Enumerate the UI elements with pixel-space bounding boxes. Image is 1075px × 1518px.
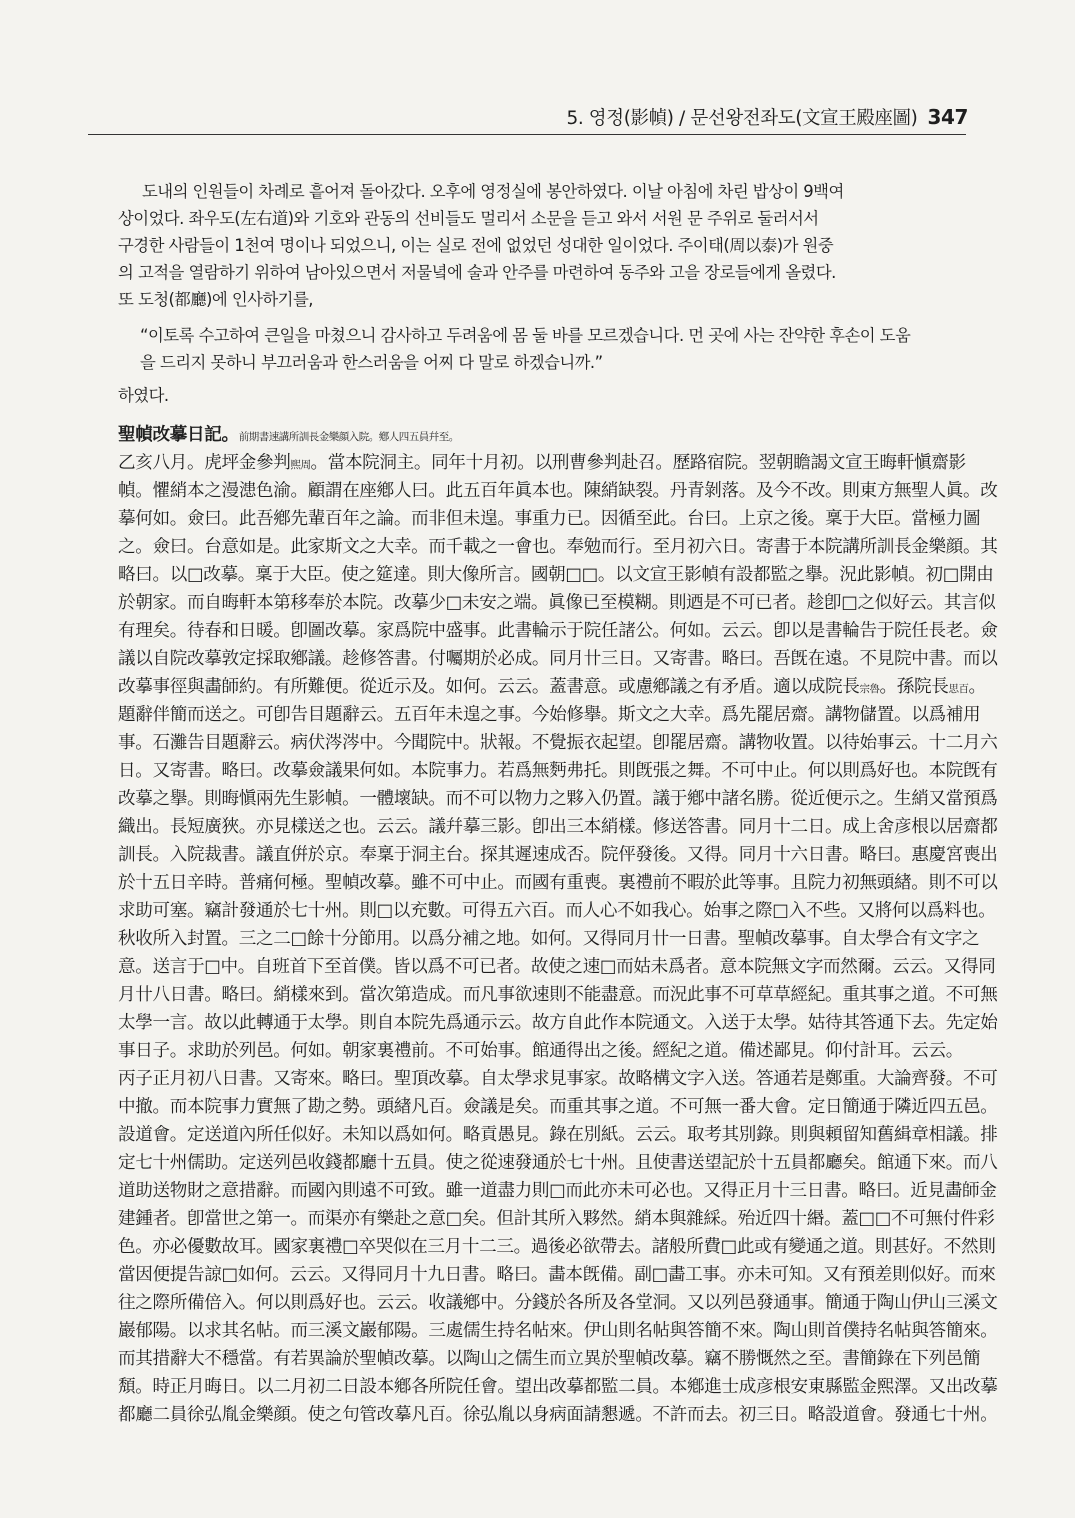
classical-line: 都廳二員徐弘胤金樂顔。使之句管改摹凡百。徐弘胤以身病面請懇遞。不許而去。初三日。略設道會。發通七十州。 <box>118 1405 998 1425</box>
inline-note: 熙周 <box>290 459 311 471</box>
classical-line: 巖郁陽。以求其名帖。而三溪文巖郁陽。三處儒生持名帖來。伊山則名帖與答簡不來。陶山則首僕持名帖與答簡來。 <box>118 1321 998 1341</box>
korean-text-line: 구경한 사람들이 1천여 명이나 되었으니, 이는 실로 전에 없었던 성대한 일이었다. 주이태(周以泰)가 원중 <box>118 236 834 255</box>
classical-line: 色。亦必優數故耳。國家裏禮□卒哭似在三月十二三。過後必欲帶去。諸般所費□此或有變通之道。則甚好。不然則 <box>118 1237 996 1257</box>
classical-line: 有理矣。待春和日暖。卽圖改摹。家爲院中盛事。此書輪示于院任諸公。何如。云云。卽以是書輪告于院任長老。僉 <box>118 621 998 641</box>
classical-line: 意。送言于□中。自班首下至首僕。皆以爲不可已者。故使之速□而姑未爲者。意本院無文字而然爾。云云。又得同 <box>118 957 996 977</box>
korean-text-line: 상이었다. 좌우도(左右道)와 기호와 관동의 선비들도 멀리서 소문을 듣고 와서 서원 문 주위로 둘러서서 <box>118 209 819 228</box>
classical-line <box>118 449 970 474</box>
classical-line <box>118 673 986 698</box>
closing-text: 하였다. <box>118 386 169 405</box>
classical-line: 建鍾者。卽當世之第一。而渠亦有樂赴之意□矣。但計其所入夥然。綃本與雜綵。殆近四十緡。蓋□□不可無付件彩 <box>118 1209 995 1229</box>
classical-line: 改摹之擧。則晦愼兩先生影幀。一體壞缺。而不可以物力之夥入仍置。議于鄕中諸名勝。從近便示之。生綃又當預爲 <box>118 789 998 809</box>
line-text: 乙亥八月。虎坪金參判 <box>118 453 291 473</box>
classical-line: 訓長。入院裁書。議直倂於京。奉稟于洞主台。探其遲速成否。院伻發後。又得。同月十六日書。略曰。惠慶宮喪出 <box>118 845 998 865</box>
classical-line: 頽。時正月晦日。以二月初二日設本鄕各所院任會。望出改摹都監二員。本鄕進士成彦根安東縣監金熙澤。又出改摹 <box>118 1377 998 1397</box>
classical-line: 摹何如。僉曰。此吾鄕先輩百年之論。而非但未遑。事重力已。因循至此。台曰。上京之後。稟于大臣。當極力圖 <box>118 509 981 529</box>
classical-line: 之。僉曰。台意如是。此家斯文之大幸。而千載之一會也。奉勉而行。至月初六日。寄書于本院講所訓長金樂顔。其 <box>118 537 998 557</box>
quote-line: “이토록 수고하여 큰일을 마쳤으니 감사하고 두려움에 몸 둘 바를 모르겠습니다. 먼 곳에 사는 잔약한 후손이 도움 <box>140 326 911 345</box>
heading-note: 前期書速講所訓長金樂顔入院。鄕人四五員幷至。 <box>238 431 459 443</box>
header-rule <box>88 134 966 135</box>
page-number: 347 <box>927 105 968 129</box>
classical-line: 事。石灘告目題辭云。病伏涔涔中。今聞院中。狀報。不覺振衣起望。卽罷居齋。講物收置。以待始事云。十二月六 <box>118 733 998 753</box>
header-title: 5. 영정(影幀) / 문선왕전좌도(文宣王殿座圖) <box>566 108 918 129</box>
classical-line: 於朝家。而自晦軒本第移奉於本院。改摹少□未安之端。眞像已至模糊。則迺是不可已者。趁卽□之似好云。其言似 <box>118 593 996 613</box>
classical-line: 秋收所入封置。三之二□餘十分節用。以爲分補之地。如何。又得同月卄一日書。聖幀改摹事。自太學合有文字之 <box>118 929 980 949</box>
classical-line: 事日子。求助於列邑。何如。朝家裏禮前。不可始事。館通得出之後。經紀之道。備述鄙見。仰付計耳。云云。 <box>118 1041 963 1061</box>
classical-line: 當因便提告諒□如何。云云。又得同月十九日書。略曰。畵本旣備。副□畵工事。亦未可知。又有預差則似好。而來 <box>118 1265 996 1285</box>
classical-line: 議以自院改摹敦定採取鄕議。趁修答書。付囑期於必成。同月卄三日。又寄書。略曰。吾旣在遠。不見院中書。而以 <box>118 649 998 669</box>
inline-note: 宗魯 <box>859 683 880 695</box>
classical-line: 題辭伴簡而送之。可卽告目題辭云。五百年未遑之事。今始修擧。斯文之大幸。爲先罷居齋。講物儲置。以爲補用 <box>118 705 981 725</box>
classical-line: 織出。長短廣狹。亦見樣送之也。云云。議幷摹三影。卽出三本綃樣。修送答書。同月十二日。成上舍彦根以居齋都 <box>118 817 998 837</box>
line-text: 改摹事徑與畵師約。有所難便。從近示及。如何。云云。蓋書意。或慮鄕議之有矛盾。適以成院長 <box>118 677 860 697</box>
classical-line: 月卄八日書。略曰。綃樣來到。當次第造成。而凡事欲速則不能盡意。而況此事不可草草經紀。重其事之道。不可無 <box>118 985 998 1005</box>
classical-line: 往之際所備倍入。何以則爲好也。云云。收議鄕中。分錢於各所及各堂洞。又以列邑發通事。簡通于陶山伊山三溪文 <box>118 1293 998 1313</box>
line-text: 。 <box>968 677 986 697</box>
line-text: 。孫院長 <box>879 677 949 697</box>
classical-heading <box>118 421 970 446</box>
classical-line: 日。又寄書。略曰。改摹僉議果何如。本院事力。若爲無麪弗托。則旣張之舞。不可中止。何以則爲好也。本院旣有 <box>118 761 998 781</box>
classical-line: 設道會。定送道內所任似好。未知以爲如何。略貢愚見。錄在別紙。云云。取考其別錄。則與頼留知舊緝章相議。排 <box>118 1125 998 1145</box>
classical-line: 於十五日辛時。普痛何極。聖幀改摹。雖不可中止。而國有重喪。裏禮前不暇於此等事。且院力初無頭緖。則不可以 <box>118 873 998 893</box>
classical-line: 而其措辭大不穩當。有若異論於聖幀改摹。以陶山之儒生而立異於聖幀改摹。竊不勝慨然之至。書簡錄在下列邑簡 <box>118 1349 981 1369</box>
classical-line: 定七十州儒助。定送列邑收錢都廳十五員。使之從速發通於七十州。且使書送望記於十五員都廳矣。館通下來。而八 <box>118 1153 998 1173</box>
running-header <box>88 104 968 130</box>
korean-text-line: 도내의 인원들이 차례로 흩어져 돌아갔다. 오후에 영정실에 봉안하였다. 이날 아침에 차린 밥상이 9백여 <box>142 182 844 201</box>
classical-line: 道助送物財之意措辭。而國內則遠不可致。雖一道盡力則□而此亦未可必也。又得正月十三日書。略曰。近見畵師金 <box>118 1181 997 1201</box>
quote-line: 을 드리지 못하니 부끄러움과 한스러움을 어찌 다 말로 하겠습니까.” <box>140 353 603 372</box>
classical-line: 太學一言。故以此轉通于太學。則自本院先爲通示云。故方自此作本院通文。入送于太學。姑待其答通下去。先定始 <box>118 1013 998 1033</box>
classical-line: 中撤。而本院事力實無了勘之勢。頭緖凡百。僉議是矣。而重其事之道。不可無一番大會。定日簡通于隣近四五邑。 <box>118 1097 998 1117</box>
classical-line: 幀。懼綃本之漫漶色渝。顧謂在座鄕人曰。此五百年眞本也。陳綃缺裂。丹青剝落。及今不改。則東方無聖人眞。改 <box>118 481 998 501</box>
inline-note: 思百 <box>948 683 969 695</box>
classical-line: 略曰。以□改摹。稟于大臣。使之筵達。則大像所言。國朝□□。以文宣王影幀有設都監之擧。況此影幀。初□開由 <box>118 565 994 585</box>
korean-text-line: 의 고적을 열람하기 위하여 남아있으면서 저물녘에 술과 안주를 마련하여 동주와 고을 장로들에게 올렸다. <box>118 263 836 282</box>
line-text: 。當本院洞主。同年十月初。以刑曹參判赴召。歷路宿院。翌朝瞻謁文宣王晦軒愼齋影 <box>310 453 966 473</box>
heading-main: 聖幀改摹日記。 <box>118 424 239 445</box>
korean-text-line: 또 도청(都廳)에 인사하기를, <box>118 290 313 309</box>
classical-line: 丙子正月初八日書。又寄來。略曰。聖頂改摹。自太學求見事家。故略構文字入送。答通若是鄭重。大論齊發。不可 <box>118 1069 998 1089</box>
classical-line: 求助可塞。竊計發通於七十州。則□以充數。可得五六百。而人心不如我心。始事之際□入不些。又將何以爲料也。 <box>118 901 996 921</box>
